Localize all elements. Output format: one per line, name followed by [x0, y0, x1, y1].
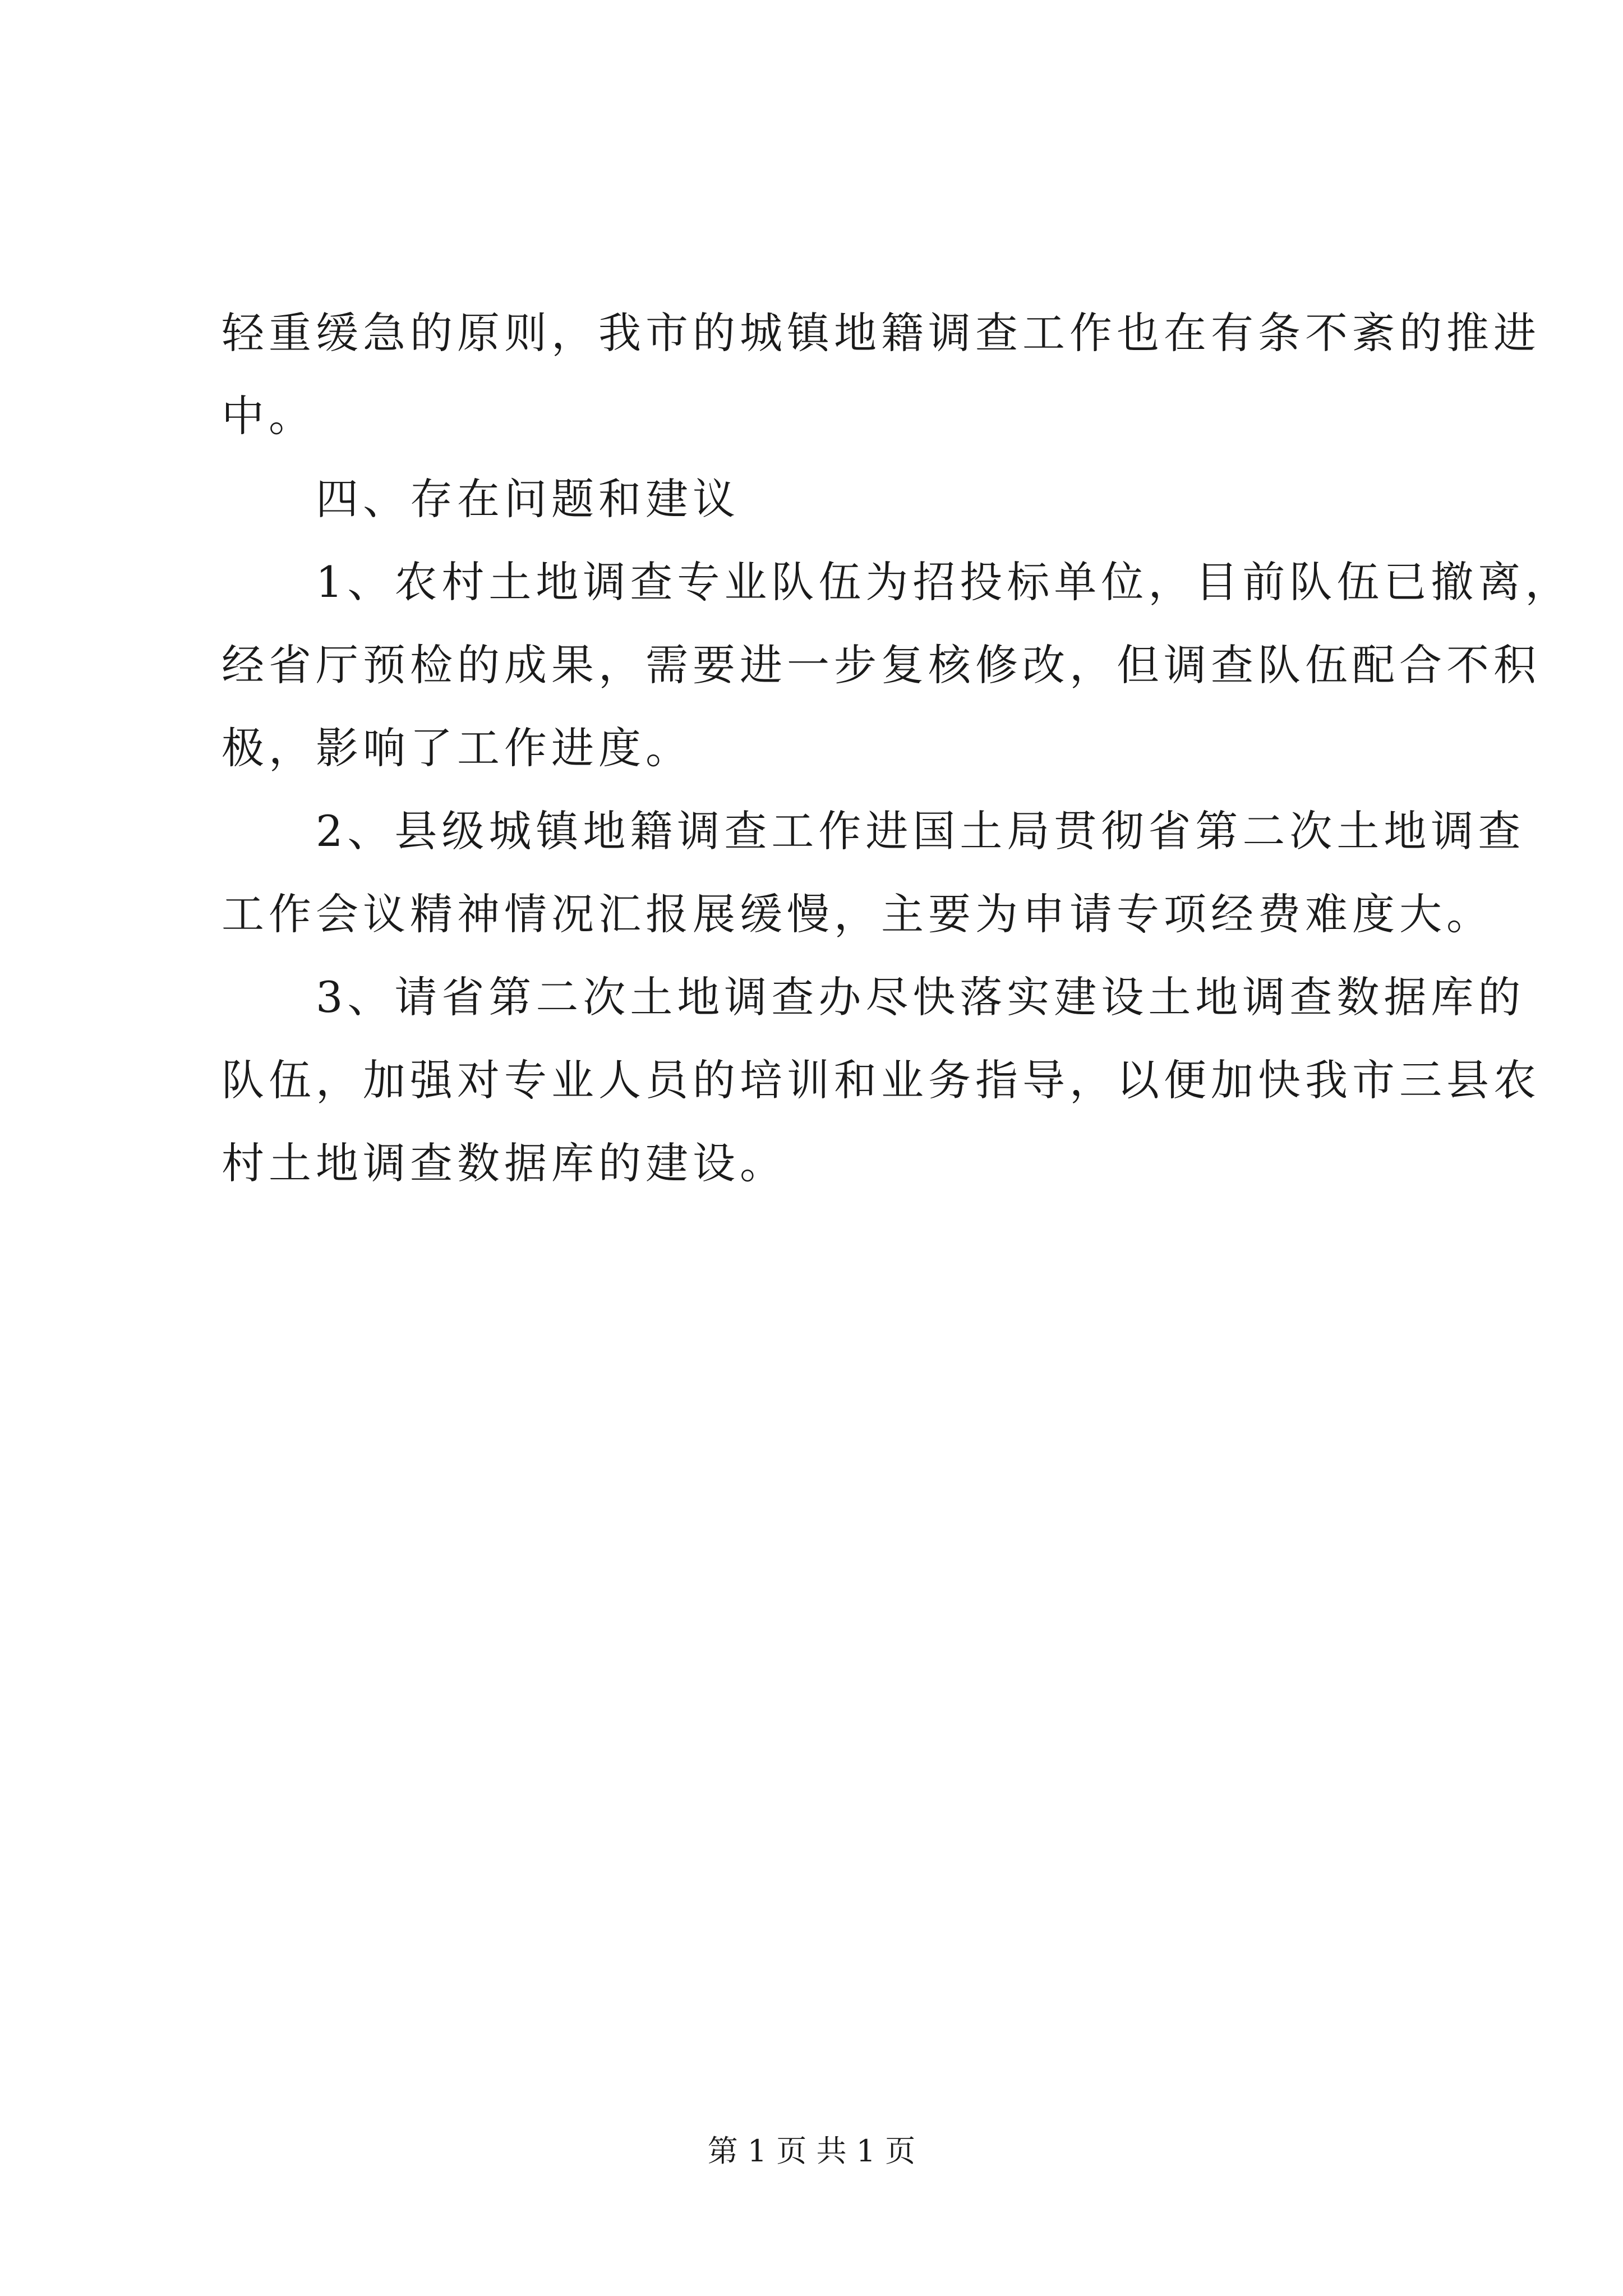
item-1-line-1: 1、农村土地调查专业队伍为招投标单位，目前队伍已撤离，	[316, 557, 1573, 607]
text-line-1: 轻重缓急的原则，我市的城镇地籍调查工作也在有条不紊的推进	[222, 308, 1541, 358]
item-2-line-2: 工作会议精神情况汇报展缓慢，主要为申请专项经费难度大。	[222, 889, 1493, 939]
item-3-line-2: 队伍，加强对专业人员的培训和业务指导，以便加快我市三县农	[222, 1055, 1541, 1105]
document-body	[222, 292, 1573, 1205]
item-2-line-1: 2、县级城镇地籍调查工作进国土局贯彻省第二次土地调查	[316, 806, 1525, 856]
section-heading: 四、存在问题和建议	[316, 474, 740, 524]
item-1-line-3: 极，影响了工作进度。	[222, 723, 693, 773]
page-footer: 第 1 页 共 1 页	[707, 2133, 916, 2169]
item-3-line-1: 3、请省第二次土地调查办尽快落实建设土地调查数据库的	[316, 972, 1525, 1022]
text-line-2: 中。	[222, 391, 316, 441]
item-3-line-3: 村土地调查数据库的建设。	[222, 1138, 787, 1188]
item-1-line-2: 经省厅预检的成果，需要进一步复核修改，但调查队伍配合不积	[222, 640, 1541, 690]
